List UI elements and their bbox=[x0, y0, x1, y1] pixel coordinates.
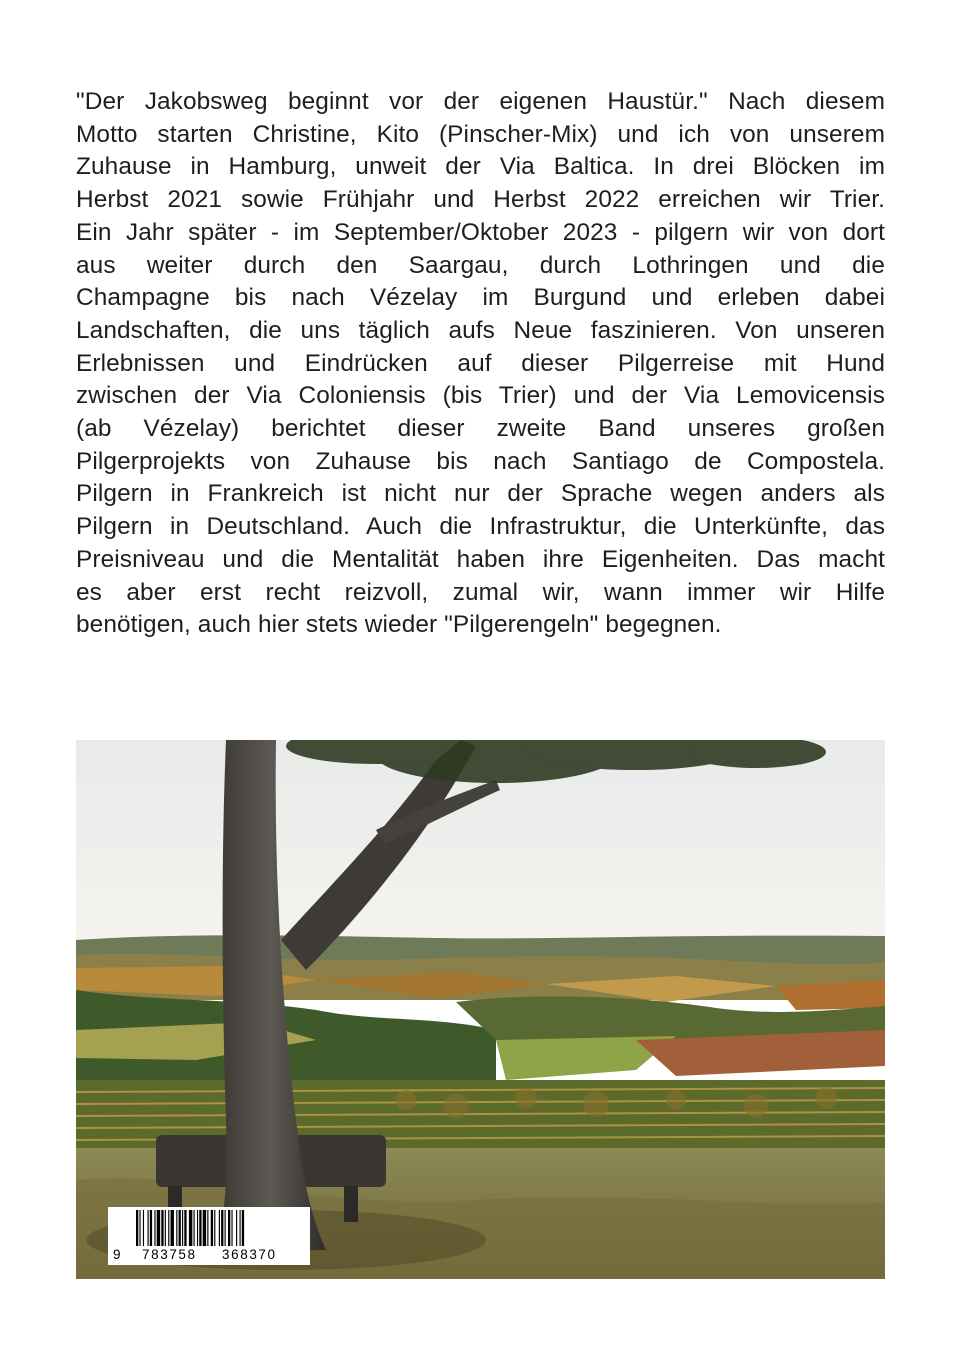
barcode-digits-left: 783758 bbox=[142, 1247, 197, 1262]
blurb-line: benötigen, auch hier stets wieder "Pilgerengeln" begegnen. bbox=[76, 611, 722, 639]
blurb-line: Pilgern in Deutschland. Auch die Infrastruktur, die Unterkünfte, das bbox=[76, 513, 885, 541]
blurb-line: Champagne bis nach Vézelay im Burgund und erleben dabei bbox=[76, 284, 885, 312]
back-cover-blurb bbox=[76, 86, 885, 642]
cover-photo bbox=[76, 740, 885, 1279]
blurb-line: zwischen der Via Coloniensis (bis Trier) und der Via Lemovicensis bbox=[76, 382, 885, 410]
blurb-line: Pilgerprojekts von Zuhause bis nach Santiago de Compostela. bbox=[76, 447, 885, 475]
barcode-digit-first: 9 bbox=[113, 1247, 121, 1262]
barcode-digits bbox=[108, 1247, 310, 1263]
blurb-line: Zuhause in Hamburg, unweit der Via Baltica. In drei Blöcken im bbox=[76, 153, 885, 181]
isbn-barcode bbox=[108, 1207, 310, 1265]
blurb-line: Ein Jahr später - im September/Oktober 2023 - pilgern wir von dort bbox=[76, 218, 885, 246]
blurb-line: Preisniveau und die Mentalität haben ihre Eigenheiten. Das macht bbox=[76, 545, 885, 573]
blurb-line: Motto starten Christine, Kito (Pinscher-Mix) und ich von unserem bbox=[76, 120, 885, 148]
blurb-line: (ab Vézelay) berichtet dieser zweite Band unseres großen bbox=[76, 415, 885, 443]
blurb-line: Pilgern in Frankreich ist nicht nur der Sprache wegen anders als bbox=[76, 480, 885, 508]
blurb-line: "Der Jakobsweg beginnt vor der eigenen Haustür." Nach diesem bbox=[76, 88, 885, 115]
barcode-bars bbox=[136, 1210, 302, 1246]
landscape-photo bbox=[76, 740, 885, 1279]
blurb-line: Herbst 2021 sowie Frühjahr und Herbst 2022 erreichen wir Trier. bbox=[76, 186, 885, 214]
blurb-line: es aber erst recht reizvoll, zumal wir, wann immer wir Hilfe bbox=[76, 578, 885, 606]
blurb-line: Landschaften, die uns täglich aufs Neue faszinieren. Von unseren bbox=[76, 316, 885, 344]
blurb-line: Erlebnissen und Eindrücken auf dieser Pilgerreise mit Hund bbox=[76, 349, 885, 377]
barcode-digits-right: 368370 bbox=[222, 1247, 277, 1262]
blurb-line: aus weiter durch den Saargau, durch Lothringen und die bbox=[76, 251, 885, 279]
